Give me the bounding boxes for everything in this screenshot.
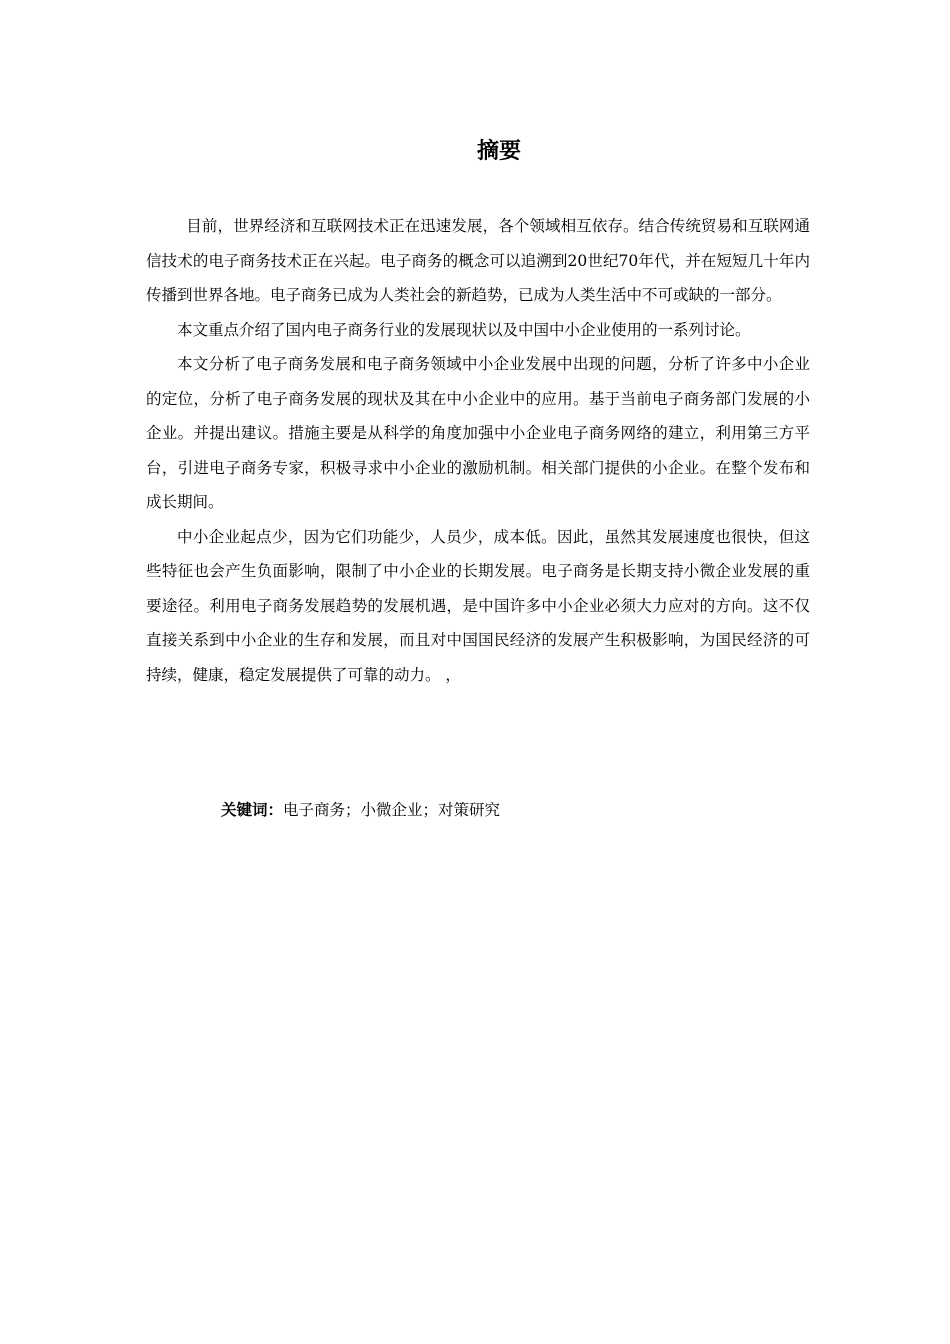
abstract-body [146,209,810,692]
abstract-paragraph-4: 中小企业起点少，因为它们功能少，人员少，成本低。因此，虽然其发展速度也很快，但这些特征也会产生负面影响，限制了中小企业的长期发展。电子商务是长期支持小微企业发展的重要途径。利用电子商务发展趋势的发展机遇，是中国许多中小企业必须大力应对的方向。这不仅直接关系到中小企业的生存和发展，而且对中国国民经济的发展产生积极影响，为国民经济的可持续，健康，稳定发展提供了可靠的动力。 ， [146,527,810,684]
keywords-line [221,794,500,827]
abstract-paragraph-3: 本文分析了电子商务发展和电子商务领域中小企业发展中出现的问题，分析了许多中小企业的定位，分析了电子商务发展的现状及其在中小企业中的应用。基于当前电子商务部门发展的小企业。并提出建议。措施主要是从科学的角度加强中小企业电子商务网络的建立，利用第三方平台，引进电子商务专家，积极寻求中小企业的激励机制。相关部门提供的小企业。在整个发布和成长期间。 [146,355,810,511]
keywords-label: 关键词： [221,801,284,819]
abstract-paragraph-1: 目前，世界经济和互联网技术正在迅速发展，各个领域相互依存。结合传统贸易和互联网通信技术的电子商务技术正在兴起。电子商务的概念可以追溯到20世纪70年代，并在短短几十年内传播到世界各地。电子商务已成为人类社会的新趋势，已成为人类生活中不可或缺的一部分。 [146,217,810,304]
abstract-paragraph-2: 本文重点介绍了国内电子商务行业的发展现状以及中国中小企业使用的一系列讨论。 [177,320,751,339]
abstract-title: 摘要 [476,139,521,164]
keywords-value: 电子商务；小微企业；对策研究 [283,801,501,819]
